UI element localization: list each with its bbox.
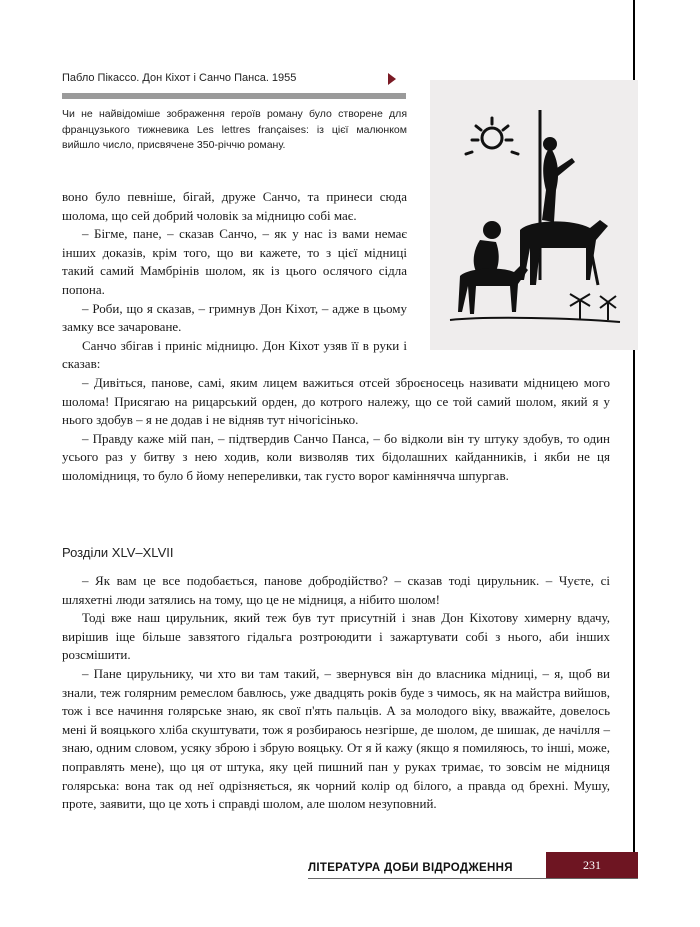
illustration-don-quixote: [430, 80, 638, 350]
bottom-text-block: [62, 572, 610, 814]
caption-title: Пабло Пікассо. Дон Кіхот і Санчо Панса. 1955: [62, 72, 297, 84]
middle-text-block: [62, 374, 610, 486]
paragraph: – Правду каже мій пан, – підтвердив Санчо Панса, – бо відколи він ту штуку здобув, то один усього раз у битву з нею ходив, коли визволяв тих бідолашних кайданників, і якби не ця шоломідниця, то було б йому непереливки, так густо ворог каміннячча шпургав.: [62, 430, 610, 483]
caption-text: Чи не найвідоміше зображення героїв роману було створене для французького тижневика Les lettres françaises: із цієї малюнком вийшло число, присвячене 350-річчю роману.: [62, 108, 407, 151]
paragraph: – Роби, що я сказав, – гримнув Дон Кіхот, – адже в цьому замку все зачароване.: [62, 300, 407, 335]
paragraph: – Дивіться, панове, самі, яким лицем важиться отсей зброєносець називати мідницею мого шолома! Присягаю на рицарський орден, до котрого належу, що се той самий шолом, який я у нього здобув – я не додав і не відняв тут нічогісінько.: [62, 375, 610, 428]
caption-divider: [62, 93, 406, 99]
footer-divider: [308, 878, 638, 879]
section-heading: Розділи XLV–XLVII: [62, 545, 174, 560]
paragraph: – Бігме, пане, – сказав Санчо, – як у нас із вами немає інших доказів, крім того, що ви кажете, то з цієї мідниці такий самий Мамбрінів шолом, як із цього ослячого сідла попона.: [62, 226, 407, 297]
paragraph: – Як вам це все подобається, панове добродійство? – сказав тоді цирульник. – Чуєте, сі шляхетні люди затялись на тому, що це не мідниця, а нібито шолом!: [62, 573, 610, 607]
paragraph: Санчо збігав і приніс мідницю. Дон Кіхот узяв її в руки і сказав:: [62, 337, 407, 372]
running-footer-title: ЛІТЕРАТУРА ДОБИ ВІДРОДЖЕННЯ: [308, 862, 513, 874]
paragraph: воно було певніше, бігай, друже Санчо, та принеси сюда шолома, що сей добрий чоловік за мідницю собі має.: [62, 189, 407, 223]
paragraph: Тоді вже наш цирульник, який теж був тут присутній і знав Дон Кіхотову химерну вдачу, вирішив іще більше завзятого гідальга розтроюдити і зажартувати собі з нього, аби інших розсмішити.: [62, 610, 610, 663]
paragraph: – Пане цирульнику, чи хто ви там такий, – звернувся він до власника мідниці, – я, щоб ви знали, теж голярним ремеслом бавлюсь, уже двадцять років буде з чимось, як на майстра вийшов, тож і все начиння голярське знаю, як свої п'ять пальців. А за молодого віку, вважайте, довелось мені й вояцького хліба скуштувати, тож я розбираюсь незгірше, де шолом, де шишак, де начілля – знаю, одним словом, усяку зброю і збрую вояцьку. От я й кажу (якщо я помиляюсь, то інші, може, поправлять мене), що ця от штука, яку цей пишний пан у руках тримає, то зовсім не мідниця голярська: вона так од неї одрізняється, як чорний колір од білого, а правда од брехні. Мушу, проте, заявити, що це хоть і справді шолом, але шолом незуповний.: [62, 665, 610, 812]
caption-arrow-icon: [388, 73, 396, 85]
page-number: 231: [546, 852, 638, 878]
top-text-block: [62, 188, 407, 374]
